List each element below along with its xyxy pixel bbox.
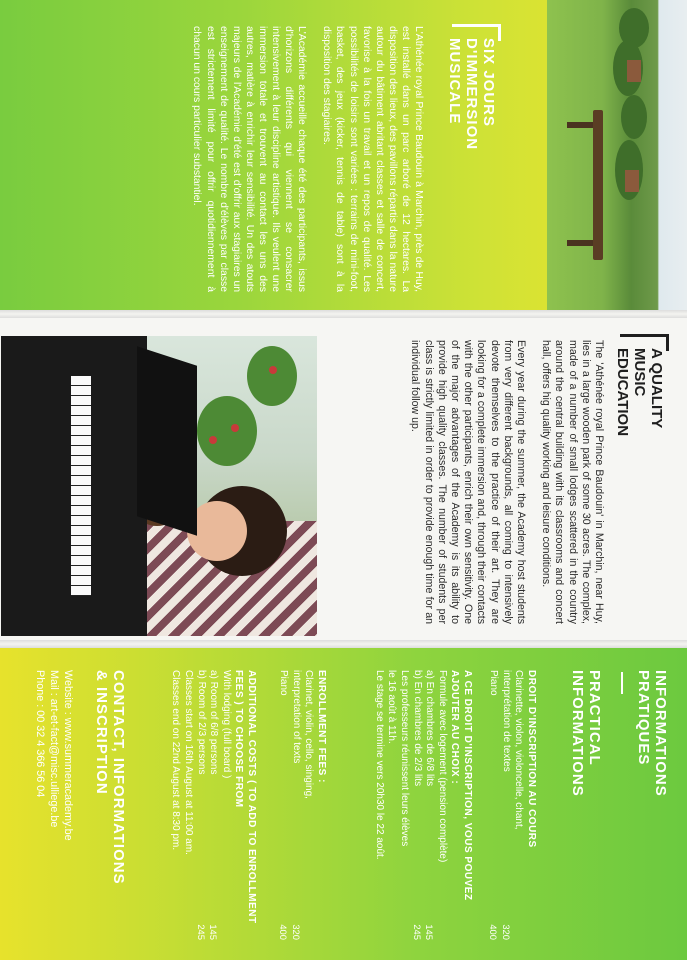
fees-en-section: [277, 670, 327, 940]
price-label: Clarinet, violin, cello, singing,: [303, 670, 315, 799]
fold-line: [0, 310, 687, 318]
info-row: [194, 670, 207, 940]
piano-keys: [71, 376, 91, 596]
info-label: Les professeurs réunissent leurs élèves: [399, 670, 411, 847]
info-label: Classes end on 22nd August at 8:30 pm.: [170, 670, 182, 851]
body-paragraph: Every year during the summer, the Academy host students from very different backgrounds, all coming to intensively devote themselves to the practice of their art. They are looking for a complete immersion and, through their contacts with the other participants, enrich their own sensitivity. One of the major advantages of the Academy is its ability to provide high quality classes. The number of students per class is strictly limited in order to provide enough time for an individual follow up.: [409, 340, 527, 624]
practical-heading-en: [569, 670, 603, 940]
price-label: interpretation of texts: [290, 670, 302, 764]
info-row: [169, 670, 182, 940]
info-label: b) Room of 2/3 persons: [195, 670, 207, 775]
english-body: [396, 340, 605, 624]
website-text: Website : www.summeracademy.be: [62, 670, 74, 841]
section-heading: A CE DROIT D'INSCRIPTION, VOUS POUVEZ AJOUTER AU CHOIX :: [449, 670, 473, 901]
info-row: [385, 670, 398, 940]
section-heading: DROIT D'INSCRIPTION AU COURS: [526, 670, 537, 848]
info-label: a) Room of 6/8 persons: [208, 670, 220, 775]
info-label: Le stage se termine vers 20h30 le 22 août.: [373, 670, 385, 860]
price-row: [289, 670, 302, 940]
french-heading: [446, 38, 497, 278]
tree-shape: [621, 95, 647, 139]
bench-shape: [593, 110, 603, 260]
mail-text: Mail : art-et-fact@misc.ulliege.be: [48, 670, 60, 828]
price-value: 245: [411, 924, 423, 940]
info-label: a) En chambres de 6/8 lits: [424, 670, 436, 787]
plant-shape: [197, 396, 257, 466]
heading-line: D'IMMERSION: [463, 38, 480, 151]
body-paragraph: L'Académie accueille chaque été des participants, issus d'horizons différents qui viennent se consacrer intensivement à leur discipline artistique. Ils veulent une immersion totale et trouvent au contact les uns des autres, matière à enrichir leur sensibilité. Un des atouts majeurs de l'Académie d'été est d'offrir aux stagiaires un enseignement de qualité. Le nombre d'élèves par classe est strictement limité pour offrir quotidiennement à chacun un cours particulier substantiel.: [191, 26, 308, 292]
heading-line: A QUALITY: [648, 348, 665, 429]
heading-line: INFORMATIONS: [652, 670, 669, 797]
heading-line: SIX JOURS: [480, 38, 497, 128]
price-label: Clarinette, violon, violoncelle, chant,: [513, 670, 525, 830]
heading-line: PRATIQUES: [635, 670, 652, 766]
house-shape: [625, 170, 639, 192]
flower-shape: [209, 436, 217, 444]
price-value: 400: [488, 924, 500, 940]
heading-line: MUSIC: [631, 348, 648, 397]
practical-panel: [0, 648, 687, 960]
info-row: [181, 670, 194, 940]
price-value: 145: [208, 924, 220, 940]
price-label: Piano: [488, 670, 500, 696]
price-label: interprétation de textes: [500, 670, 512, 772]
contact-details: [33, 670, 75, 950]
practical-heading-fr: [635, 670, 669, 940]
bench-leg: [567, 122, 593, 128]
info-row: [423, 670, 436, 940]
park-photo: [547, 0, 687, 310]
heading-line: EDUCATION: [614, 348, 631, 437]
price-value: 400: [278, 924, 290, 940]
fees-fr-section: [487, 670, 537, 940]
piano-lid: [137, 346, 197, 535]
fold-line: [0, 640, 687, 648]
info-row: [207, 670, 220, 940]
info-label: With lodging (full board ): [220, 670, 232, 779]
info-row: [397, 670, 410, 940]
heading-line: MUSICALE: [446, 38, 463, 125]
info-label: Formule avec logement (pension complète): [436, 670, 448, 863]
french-panel: [0, 0, 687, 310]
piano-students-photo: [1, 336, 317, 636]
heading-line: & INSCRIPTION: [93, 670, 110, 795]
price-value: 145: [424, 924, 436, 940]
phone-text: Phone : 00 32 4 366 56 04: [34, 670, 46, 798]
price-row: [512, 670, 525, 940]
heading-line: PRACTICAL: [586, 670, 603, 766]
price-label: Piano: [278, 670, 290, 696]
price-row: [499, 670, 512, 940]
price-row: [302, 670, 315, 940]
info-label: le 16 août à 11h.: [386, 670, 398, 744]
info-label: Classes start on 16th August at 11:00 am.: [183, 670, 195, 855]
info-row: [410, 670, 423, 940]
lodging-fr-section: [372, 670, 473, 940]
section-heading: ADDITIONAL COSTS ( TO ADD TO ENROLLMENT FEES ) TO CHOOSE FROM: [233, 670, 257, 924]
flower-shape: [231, 424, 239, 432]
body-paragraph: The 'Athénée royal Prince Baudouin' in Marchin, near Huy, lies in a large wooden park of some 30 acres. The complex, made of a number of small lodges scattered in the country around the central building with its classrooms and concert hall, offers hig quality working and leisure conditions.: [540, 340, 605, 624]
heading-line: INFORMATIONS: [569, 670, 586, 797]
section-heading: ENROLLMENT FEES :: [316, 670, 327, 783]
price-row: [277, 670, 290, 940]
english-panel: [0, 318, 687, 640]
bench-leg: [567, 240, 593, 246]
plant-shape: [247, 346, 297, 406]
price-value: 245: [195, 924, 207, 940]
house-shape: [627, 60, 641, 82]
price-value: 320: [500, 924, 512, 940]
french-body: [178, 26, 425, 292]
lodging-en-section: [169, 670, 257, 940]
info-row: [372, 670, 385, 940]
heading-line: CONTACT, INFORMATIONS: [110, 670, 127, 885]
price-value: 320: [290, 924, 302, 940]
contact-heading: [93, 670, 127, 940]
flower-shape: [269, 366, 277, 374]
info-row: [435, 670, 448, 940]
info-row: [219, 670, 232, 940]
info-label: b) En chambres de 2/3 lits: [411, 670, 423, 787]
heading-divider: [621, 672, 623, 694]
price-row: [487, 670, 500, 940]
body-paragraph: L'Athénée royal Prince Baudouin à Marchin, près de Huy, est installé dans un parc arboré de 12 hectares. La disposition des lieux, des pavillons répartis dans la nature autour du bâtiment abritant classes et salle de concert, favorise à la fois un travail et un repos de qualité. Les possibilités de loisirs sont variées : terrains de mini-foot, basket, des jeux (kicker, tennis de table) sont à la disposition des stagiaires.: [321, 26, 424, 292]
english-heading: [614, 348, 665, 588]
